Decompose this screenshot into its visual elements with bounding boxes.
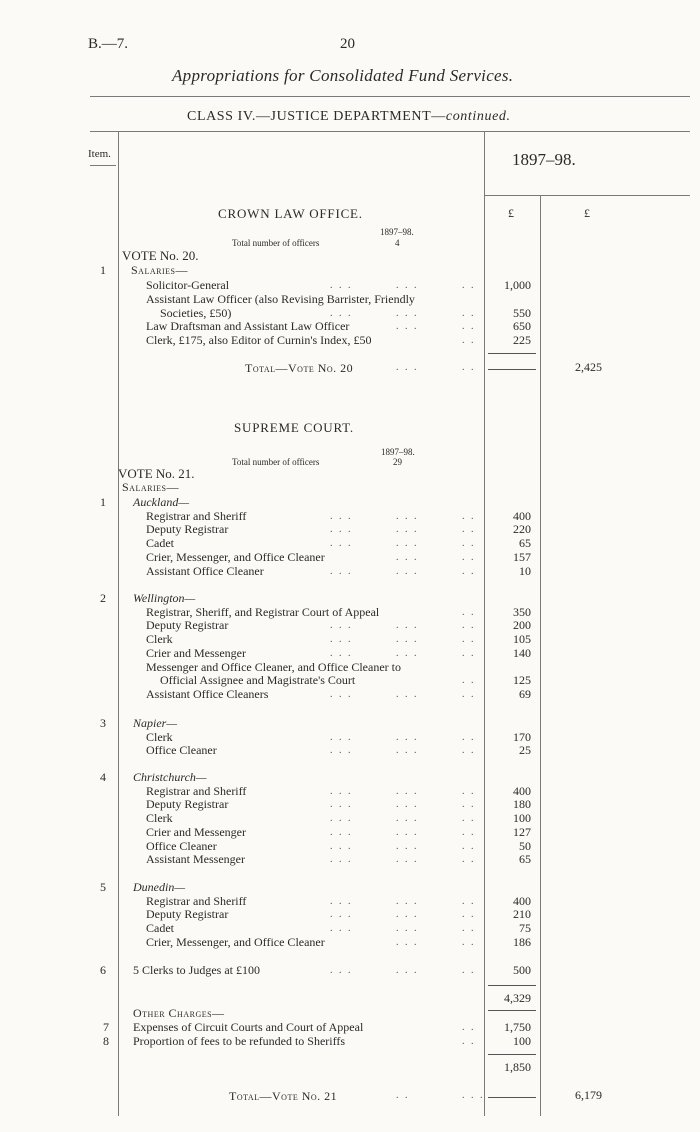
salary-line-amount: 100 — [513, 811, 531, 826]
salary-line-amount: 75 — [519, 921, 531, 936]
leader-dots: . . . — [330, 895, 353, 907]
crown-officers-count: 4 — [395, 238, 400, 248]
leader-dots: . . — [462, 524, 476, 536]
leader-dots: . . — [462, 647, 476, 659]
leader-dots: . . — [462, 634, 476, 646]
salary-line-text: Clerk — [146, 729, 173, 744]
salary-line-amount: 1,000 — [504, 278, 531, 292]
crown-sum-rule — [488, 353, 536, 354]
vote-20-heading: VOTE No. 20. — [122, 248, 199, 263]
salary-line-amount: 650 — [513, 319, 531, 333]
leader-dots: . . . — [396, 909, 419, 921]
leader-dots: . . — [462, 538, 476, 550]
leader-dots: . . . — [330, 280, 353, 291]
group-item-number: 2 — [100, 591, 106, 605]
vote-20-total-label: Total—Vote No. 20 — [245, 361, 354, 375]
leader-dots: . . — [462, 731, 476, 743]
group-item-number: 1 — [100, 495, 106, 509]
leader-dots: . . . — [330, 840, 353, 852]
leader-dots: . . . — [330, 308, 353, 319]
leader-dots: . . . — [396, 538, 419, 550]
other-charge-text: Proportion of fees to be refunded to Sheriffs — [133, 1034, 346, 1048]
other-charges-label: Other Charges— — [133, 1006, 225, 1020]
salary-line-amount: 69 — [519, 686, 531, 701]
salary-line-text: Clerk — [146, 811, 173, 826]
group-item-number: 5 — [100, 880, 106, 894]
leader-dots: . . — [462, 826, 476, 838]
salary-line-amount: 180 — [513, 797, 531, 812]
crown-salaries-label: Salaries— — [131, 263, 188, 277]
salary-line-text: Registrar and Sheriff — [146, 508, 247, 523]
leader-dots: . . — [462, 565, 476, 577]
salary-line-text: Crier, Messenger, and Office Cleaner — [146, 934, 325, 949]
leader-dots: . . . — [396, 551, 419, 563]
salaries-sum-rule — [488, 985, 536, 986]
leader-dots: . . . — [396, 280, 419, 291]
crown-year: 1897–98. — [380, 227, 414, 237]
salary-line-text: Crier and Messenger — [146, 824, 246, 839]
salary-line-amount: 25 — [519, 743, 531, 758]
leader-dots: . . . — [330, 538, 353, 550]
leader-dots: . . — [462, 854, 476, 866]
salary-line-amount: 65 — [519, 852, 531, 867]
leader-dots: . . . — [396, 923, 419, 935]
leader-dots: . . — [462, 510, 476, 522]
vote-21-heading: VOTE No. 21. — [118, 466, 195, 481]
leader-dots: . . — [462, 551, 476, 563]
salary-line-amount: 186 — [513, 934, 531, 949]
amount-column-rule — [484, 131, 485, 1116]
leader-dots: . . — [462, 936, 476, 948]
leader-dots: . . — [462, 799, 476, 811]
leader-dots: . . . — [330, 799, 353, 811]
leader-dots: . . — [462, 895, 476, 907]
leader-dots: . . . — [396, 634, 419, 646]
leader-dots: . . . — [330, 826, 353, 838]
leader-dots: . . . — [396, 936, 419, 948]
pound-sign-amount: £ — [508, 206, 514, 220]
salary-line-amount: 140 — [513, 645, 531, 660]
salary-line-text: Assistant Office Cleaners — [146, 686, 269, 701]
salary-line-amount: 105 — [513, 632, 531, 647]
salary-line-text: Solicitor-General — [146, 278, 230, 292]
leader-dots: . . . — [330, 634, 353, 646]
salary-line-text: Deputy Registrar — [146, 522, 229, 537]
leader-dots: . . — [462, 1036, 476, 1047]
clerks-line: 5 Clerks to Judges at £100 — [133, 963, 260, 977]
salary-line-amount: 400 — [513, 508, 531, 523]
leader-dots: . . . — [396, 895, 419, 907]
vote-20-total-rule — [488, 369, 536, 370]
vote-20-total: 2,425 — [575, 360, 602, 374]
salary-line-amount: 400 — [513, 783, 531, 798]
other-charge-amount: 1,750 — [504, 1020, 531, 1034]
leader-dots: . . — [462, 745, 476, 757]
item-column-rule — [118, 131, 119, 1116]
supreme-year: 1897–98. — [381, 447, 415, 457]
crown-item-number: 1 — [100, 263, 106, 277]
other-charge-amount: 100 — [513, 1034, 531, 1048]
salary-line-amount: 225 — [513, 333, 531, 347]
leader-dots: . . . — [330, 620, 353, 632]
leader-dots: . . . — [330, 524, 353, 536]
leader-dots: . . — [462, 785, 476, 797]
leader-dots: . . . — [396, 813, 419, 825]
leader-dots: . . . — [396, 799, 419, 811]
salary-line-amount: 127 — [513, 824, 531, 839]
salaries-subtotal: 4,329 — [504, 991, 531, 1005]
salary-line-amount: 10 — [519, 563, 531, 578]
header-rule — [90, 96, 690, 97]
group-place-heading: Christchurch— — [133, 770, 207, 784]
salaries-subtotal-rule — [488, 1010, 536, 1011]
salary-line-text: Deputy Registrar — [146, 797, 229, 812]
group-place-heading: Auckland— — [133, 495, 189, 509]
page-reference: B.—7. — [88, 36, 129, 52]
group-place-heading: Wellington— — [133, 591, 196, 605]
group-item-number: 3 — [100, 716, 106, 730]
leader-dots: . . . — [330, 909, 353, 921]
item-column-header: Item. — [88, 148, 111, 160]
leader-dots: . . — [462, 688, 476, 700]
class-heading: CLASS IV.—JUSTICE DEPARTMENT—continued. — [187, 109, 511, 124]
salary-line-amount: 350 — [513, 604, 531, 619]
leader-dots: . . . — [330, 745, 353, 757]
leader-dots: . . . — [396, 647, 419, 659]
salary-line-text: Registrar and Sheriff — [146, 893, 247, 908]
leader-dots: . . . — [396, 731, 419, 743]
leader-dots: . . . — [396, 688, 419, 700]
group-place-heading: Dunedin— — [133, 880, 185, 894]
salary-line-text: Official Assignee and Magistrate's Court — [160, 673, 356, 688]
vote-21-total-label: Total—Vote No. 21 — [229, 1089, 338, 1103]
salary-line-text: Office Cleaner — [146, 838, 217, 853]
supreme-court-heading: SUPREME COURT. — [234, 420, 354, 435]
salary-line-text: Clerk — [146, 632, 173, 647]
leader-dots: . . . — [396, 510, 419, 522]
other-charge-text: Expenses of Circuit Courts and Court of Appeal — [133, 1020, 364, 1034]
salary-line-text: Deputy Registrar — [146, 618, 229, 633]
salary-line-text: Messenger and Office Cleaner, and Office Cleaner to — [146, 659, 401, 674]
salary-line-text: Assistant Messenger — [146, 852, 245, 867]
clerks-amount: 500 — [513, 963, 531, 977]
leader-dots: . . . — [330, 510, 353, 522]
crown-officers-label: Total number of officers — [232, 238, 320, 248]
salary-line-text: Crier, Messenger, and Office Cleaner — [146, 549, 325, 564]
salary-line-text: Cadet — [146, 921, 174, 936]
leader-dots: . . . — [330, 813, 353, 825]
leader-dots: . . — [462, 321, 476, 332]
year-column-header: 1897–98. — [512, 150, 576, 169]
leader-dots: . . . — [396, 840, 419, 852]
leader-dots: . . — [462, 813, 476, 825]
leader-dots: . . . — [330, 923, 353, 935]
leader-dots: . . . — [330, 785, 353, 797]
other-item-number: 7 — [103, 1020, 109, 1034]
vote-21-total: 6,179 — [575, 1088, 602, 1102]
vote-21-total-rule — [488, 1097, 536, 1098]
salary-line-amount: 50 — [519, 838, 531, 853]
leader-dots: . . . — [396, 620, 419, 632]
leader-dots: . . — [462, 1022, 476, 1033]
leader-dots: . . . — [330, 731, 353, 743]
leader-dots: . . — [462, 280, 476, 291]
leader-dots: . . — [462, 923, 476, 935]
other-charges-total: 1,850 — [504, 1060, 531, 1074]
supreme-officers-count: 29 — [393, 457, 402, 467]
salary-line-text: Assistant Law Officer (also Revising Barrister, Friendly — [146, 292, 415, 306]
leader-dots: . . — [462, 675, 476, 687]
salary-line-text: Office Cleaner — [146, 743, 217, 758]
pound-sign-total: £ — [584, 206, 590, 220]
group-item-number: 4 — [100, 770, 106, 784]
salary-line-text: Crier and Messenger — [146, 645, 246, 660]
salary-line-text: Deputy Registrar — [146, 907, 229, 922]
supreme-salaries-label: Salaries— — [122, 480, 179, 494]
leader-dots: . . . — [330, 854, 353, 866]
salary-line-text: Cadet — [146, 536, 174, 551]
salary-line-text: Assistant Office Cleaner — [146, 563, 264, 578]
salary-line-amount: 220 — [513, 522, 531, 537]
salary-line-amount: 65 — [519, 536, 531, 551]
total-column-rule — [540, 195, 541, 1116]
clerks-item-number: 6 — [100, 963, 106, 977]
leader-dots: . . — [462, 840, 476, 852]
leader-dots: . . . — [396, 854, 419, 866]
supreme-officers-label: Total number of officers — [232, 457, 320, 467]
year-header-rule — [484, 195, 690, 196]
other-charges-sum-rule — [488, 1054, 536, 1055]
crown-law-heading: CROWN LAW OFFICE. — [218, 206, 363, 221]
salary-line-text: Law Draftsman and Assistant Law Officer — [146, 319, 350, 333]
leader-dots: . . . — [330, 647, 353, 659]
leader-dots: . . . — [396, 321, 419, 332]
salary-line-amount: 400 — [513, 893, 531, 908]
page-title: Appropriations for Consolidated Fund Services. — [172, 66, 514, 85]
salary-line-text: Registrar and Sheriff — [146, 783, 247, 798]
salary-line-text: Registrar, Sheriff, and Registrar Court of Appeal — [146, 604, 380, 619]
leader-dots: . . — [462, 606, 476, 618]
salary-line-amount: 550 — [513, 306, 531, 320]
leader-dots: . . . — [396, 565, 419, 577]
salary-line-text: Societies, £50) — [160, 306, 232, 320]
leader-dots: . . . — [396, 308, 419, 319]
table-top-rule — [90, 131, 690, 132]
leader-dots: . . — [462, 909, 476, 921]
page-number: 20 — [340, 36, 355, 52]
leader-dots: . . . — [396, 745, 419, 757]
leader-dots: . . — [462, 308, 476, 319]
leader-dots: . . . — [396, 524, 419, 536]
leader-dots: . . — [462, 335, 476, 346]
leader-dots: . . . — [396, 785, 419, 797]
group-place-heading: Napier— — [133, 716, 178, 730]
other-item-number: 8 — [103, 1034, 109, 1048]
salary-line-amount: 170 — [513, 729, 531, 744]
leader-dots: . . . — [396, 826, 419, 838]
salary-line-amount: 200 — [513, 618, 531, 633]
salary-line-amount: 125 — [513, 673, 531, 688]
salary-line-amount: 157 — [513, 549, 531, 564]
item-header-underline — [90, 165, 116, 166]
salary-line-amount: 210 — [513, 907, 531, 922]
leader-dots: . . . — [330, 688, 353, 700]
salary-line-text: Clerk, £175, also Editor of Curnin's Index, £50 — [146, 333, 372, 347]
leader-dots: . . . — [330, 565, 353, 577]
leader-dots: . . — [462, 620, 476, 632]
